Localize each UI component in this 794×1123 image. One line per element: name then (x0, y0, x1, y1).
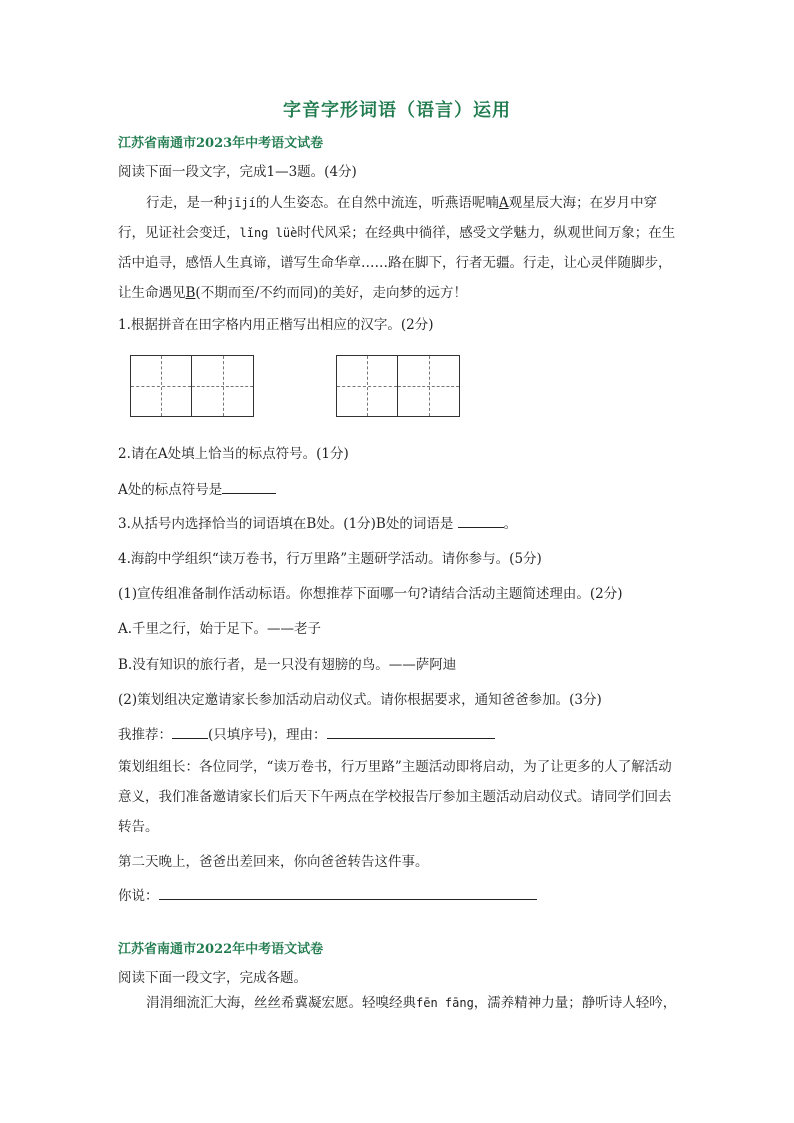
tianzige-cell[interactable] (131, 356, 192, 416)
tianzige-cell[interactable] (398, 356, 459, 416)
question-4-1: (1)宣传组准备制作活动标语。你想推荐下面哪一句?请结合活动主题简述理由。(2分) (118, 586, 623, 602)
next-day-line: 第二天晚上，爸爸出差回来，你向爸爸转告这件事。 (118, 854, 429, 870)
recommend-line: 我推荐： (只填序号)，理由： (118, 723, 495, 743)
section1-intro: 阅读下面一段文字，完成1—3题。(4分) (118, 164, 357, 180)
mark-b: B (185, 285, 196, 301)
question-4-2: (2)策划组决定邀请家长参加活动启动仪式。请你根据要求，通知爸爸参加。(3分) (118, 692, 602, 708)
source-heading-2023: 江苏省南通市2023年中考语文试卷 (118, 136, 324, 151)
section2-intro: 阅读下面一段文字，完成各题。 (118, 970, 307, 986)
answer-blank[interactable] (172, 724, 208, 739)
question-3: 3.从括号内选择恰当的词语填在B处。(1分)B处的词语是 。 (118, 512, 517, 532)
question-1: 1.根据拼音在田字格内用正楷写出相应的汉字。(2分) (118, 317, 434, 333)
passage-1: 行走，是一种jījí的人生姿态。在自然中流连，听燕语呢喃A观星辰大海；在岁月中穿行，见证社会变迁，lǐng lüè时代风采；在经典中徜徉，感受文学魅力，纵观世间万象；在生活中追寻，感悟人生真谛，谱写生命华章……路在脚下，行者无疆。行走，让心灵伴随脚步，让生命遇见B(不期而至/不约而同)的美好，走向梦的远方！ (118, 195, 676, 301)
question-2: 2.请在A处填上恰当的标点符号。(1分) (118, 446, 349, 462)
you-say-line: 你说： (118, 884, 537, 904)
answer-blank[interactable] (458, 513, 504, 528)
mark-a: A (498, 195, 509, 211)
option-b: B.没有知识的旅行者，是一只没有翅膀的鸟。——萨阿迪 (118, 657, 457, 673)
question-2-answer: A处的标点符号是 (118, 478, 276, 498)
tianzige-cell[interactable] (192, 356, 253, 416)
option-a: A.千里之行，始于足下。——老子 (118, 621, 322, 637)
answer-blank[interactable] (327, 724, 495, 739)
answer-blank[interactable] (222, 479, 276, 494)
answer-blank[interactable] (159, 885, 537, 900)
notice-paragraph: 策划组组长：各位同学，“读万卷书，行万里路”主题活动即将启动，为了让更多的人了解活动意义，我们准备邀请家长们后天下午两点在学校报告厅参加主题活动启动仪式。请同学们回去转告。 (118, 759, 672, 835)
tianzige-grid-1[interactable] (130, 355, 254, 417)
question-4: 4.海韵中学组织“读万卷书，行万里路”主题研学活动。请你参与。(5分) (118, 551, 542, 567)
tianzige-cell[interactable] (337, 356, 398, 416)
page-title: 字音字形词语（语言）运用 (283, 100, 511, 121)
passage-2: 涓涓细流汇大海，丝丝希冀凝宏愿。轻嗅经典fēn fāng，濡养精神力量；静听诗人轻吟， (146, 995, 677, 1011)
source-heading-2022: 江苏省南通市2022年中考语文试卷 (118, 942, 324, 957)
tianzige-grid-2[interactable] (336, 355, 460, 417)
